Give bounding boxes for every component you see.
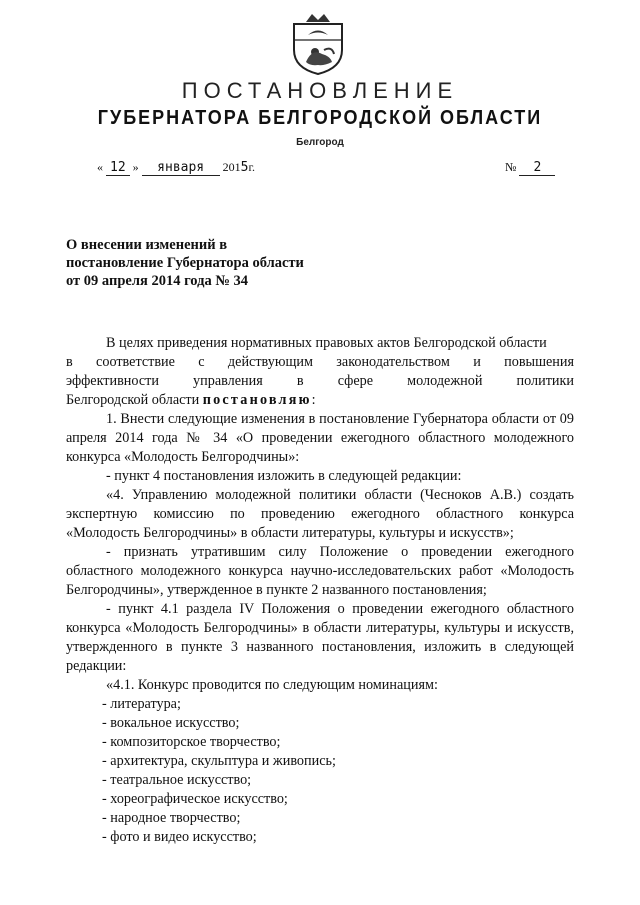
colon: :: [311, 392, 316, 408]
date-year-suffix: 5: [240, 160, 249, 175]
list-item: - хореографическое искусство;: [102, 791, 288, 807]
paragraph-item-1: 1. Внести следующие изменения в постановление Губернатора области от 09 апреля 2014 года № 34 «О проведении ежегодного областного молодежного конкурса «Молодость Белгородчины»:: [66, 411, 574, 465]
document-number: [505, 160, 555, 176]
number-label: №: [505, 160, 517, 174]
list-item: - вокальное искусство;: [102, 715, 240, 731]
quote-close: »: [132, 160, 139, 174]
list-item: - литература;: [102, 696, 181, 712]
paragraph-point41: - пункт 4.1 раздела IV Положения о проведении ежегодного областного конкурса «Молодость Белгородчины» в области литературы, культуры и искусств, утвержденного в пункте 3 названного постановления, изложить в следующей редакции:: [66, 601, 574, 674]
paragraph-intro-line4: [66, 391, 574, 410]
date-year-prefix: 201: [222, 160, 241, 174]
coat-of-arms-icon: [288, 10, 348, 76]
paragraph-intro-line1: В целях приведения нормативных правовых актов Белгородской области: [106, 335, 547, 351]
list-item: - театральное искусство;: [102, 772, 252, 788]
paragraph-item-point4: - пункт 4 постановления изложить в следующей редакции:: [106, 468, 462, 484]
document-body: [66, 334, 574, 847]
number-value: 2: [519, 160, 555, 176]
heading-line: постановление Губернатора области: [66, 255, 304, 271]
document-type-title: ПОСТАНОВЛЕНИЕ: [181, 78, 459, 103]
list-item: - фото и видео искусство;: [102, 829, 257, 845]
nominations-list: [66, 695, 574, 847]
paragraph-nominations-intro: «4.1. Конкурс проводится по следующим номинациям:: [106, 677, 438, 693]
date-month: января: [142, 160, 220, 176]
date-year-unit: г.: [248, 160, 256, 174]
date-day: 12: [106, 160, 130, 176]
heading-line: от 09 апреля 2014 года № 34: [66, 273, 249, 289]
date-line: [97, 160, 255, 176]
list-item: - народное творчество;: [102, 810, 241, 826]
paragraph-intro-line3: эффективности управления в сфере молодежной политики: [66, 373, 574, 389]
heading-line: О внесении изменений в: [66, 237, 228, 253]
list-item: - композиторское творчество;: [102, 734, 281, 750]
paragraph-repeal: - признать утратившим силу Положение о проведении ежегодного областного молодежного конкурса научно-исследовательских работ «Молодость Белгородчины», утвержденное в пункте 2 названного постановления;: [66, 544, 574, 598]
city-label: Белгород: [296, 137, 344, 148]
paragraph-intro-line2: в соответствие с действующим законодательством и повышения: [66, 354, 574, 370]
intro-text: Белгородской области: [66, 392, 200, 408]
decree-word: постановляю: [202, 392, 312, 408]
quote-open: «: [97, 160, 103, 174]
paragraph-point4-text: «4. Управлению молодежной политики области (Чесноков А.В.) создать экспертную комиссию по проведению ежегодного областного конкурса «Молодость Белгородчины» в области литературы, культуры и искусств»;: [66, 487, 574, 541]
issuer-title: ГУБЕРНАТОРА БЕЛГОРОДСКОЙ ОБЛАСТИ: [97, 105, 543, 129]
list-item: - архитектура, скульптура и живопись;: [102, 753, 336, 769]
document-heading: [66, 236, 366, 290]
